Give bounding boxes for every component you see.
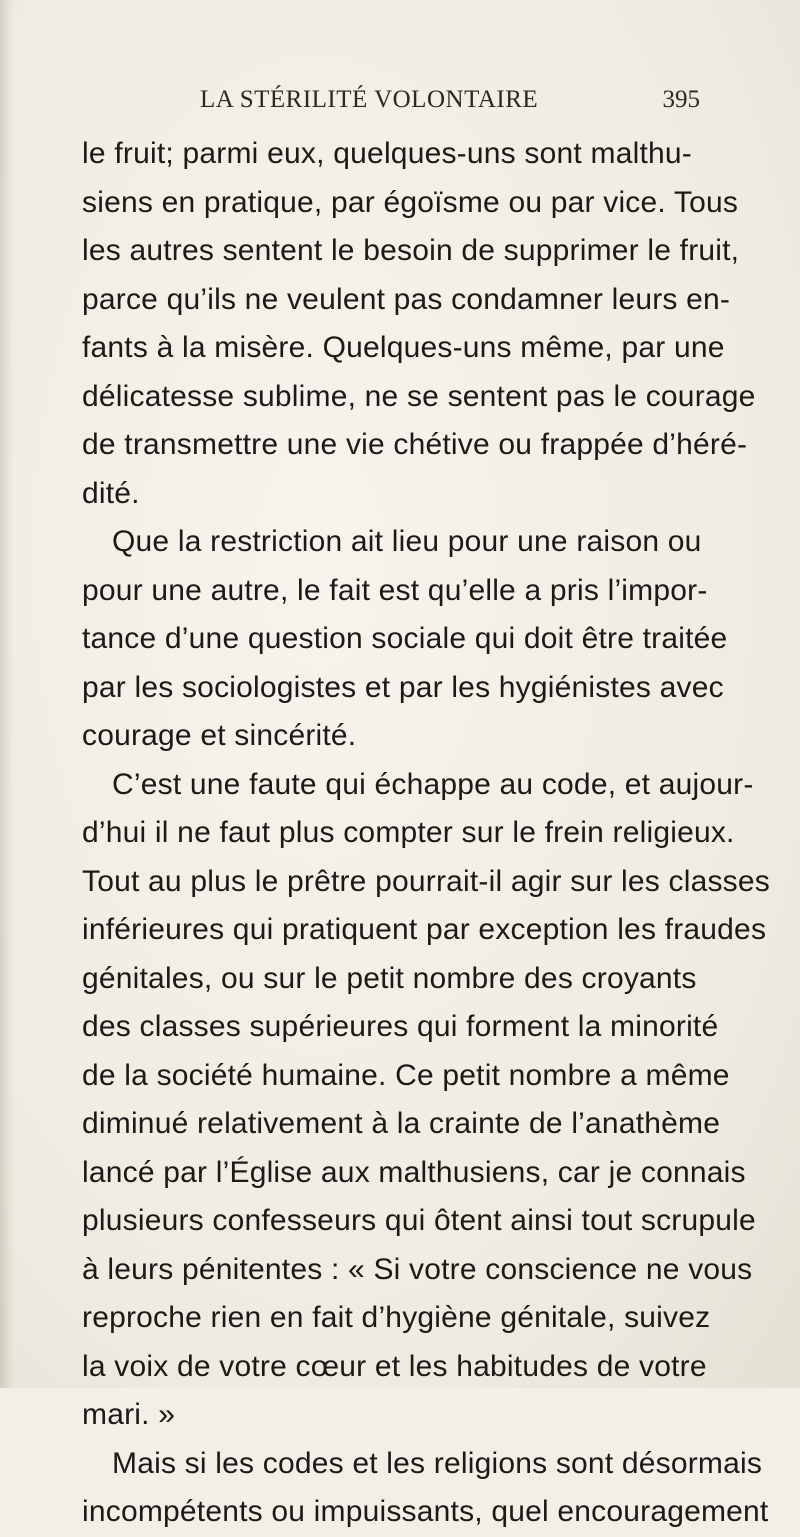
text-line: génitales, ou sur le petit nombre des croyants [82,961,697,995]
text-line: de la société humaine. Ce petit nombre a même [82,1058,730,1092]
text-line: Tout au plus le prêtre pourrait-il agir sur les classes [82,864,770,898]
text-line: délicatesse sublime, ne se sentent pas le courage [82,379,756,413]
text-line: incompétents ou impuissants, quel encouragement [82,1495,769,1528]
text-line: parce qu’ils ne veulent pas condamner leurs en- [82,282,731,316]
text-line: des classes supérieures qui forment la minorité [82,1010,719,1043]
body-text [82,130,770,1537]
text-line: par les sociologistes et par les hygiénistes avec [82,670,724,704]
text-line: Que la restriction ait lieu pour une raison ou [112,525,702,558]
text-line: fants à la misère. Quelques-uns même, par une [82,331,725,364]
text-line: pour une autre, le fait est qu’elle a pris l’impor- [82,573,708,607]
text-line: plusieurs confesseurs qui ôtent ainsi tout scrupule [82,1204,756,1237]
text-line: lancé par l’Église aux malthusiens, car je connais [82,1155,746,1189]
text-line: dité. [82,476,140,510]
text-line: d’hui il ne faut plus compter sur le frein religieux. [82,816,735,849]
page-number: 395 [662,86,700,113]
text-line: inférieures qui pratiquent par exception les fraudes [82,913,767,946]
text-line: Mais si les codes et les religions sont désormais [112,1446,763,1480]
running-title: LA STÉRILITÉ VOLONTAIRE [200,86,539,113]
text-line: siens en pratique, par égoïsme ou par vice. Tous [82,185,739,219]
page-header [200,86,700,118]
text-line: la voix de votre cœur et les habitudes de votre [82,1349,707,1383]
page-edge-shadow [0,0,14,1388]
text-line: diminué relativement à la crainte de l’anathème [82,1107,721,1140]
text-line: courage et sincérité. [82,719,357,752]
text-line: C’est une faute qui échappe au code, et aujour- [112,767,754,801]
text-line: tance d’une question sociale qui doit être traitée [82,622,728,655]
text-line: de transmettre une vie chétive ou frappée d’héré- [82,428,748,461]
text-line: reproche rien en fait d’hygiène génitale, suivez [82,1301,711,1334]
text-line: le fruit; parmi eux, quelques-uns sont malthu- [82,137,692,170]
text-line: mari. » [82,1398,176,1431]
text-line: les autres sentent le besoin de supprimer le fruit, [82,234,740,267]
text-line: à leurs pénitentes : « Si votre conscience ne vous [82,1252,753,1286]
